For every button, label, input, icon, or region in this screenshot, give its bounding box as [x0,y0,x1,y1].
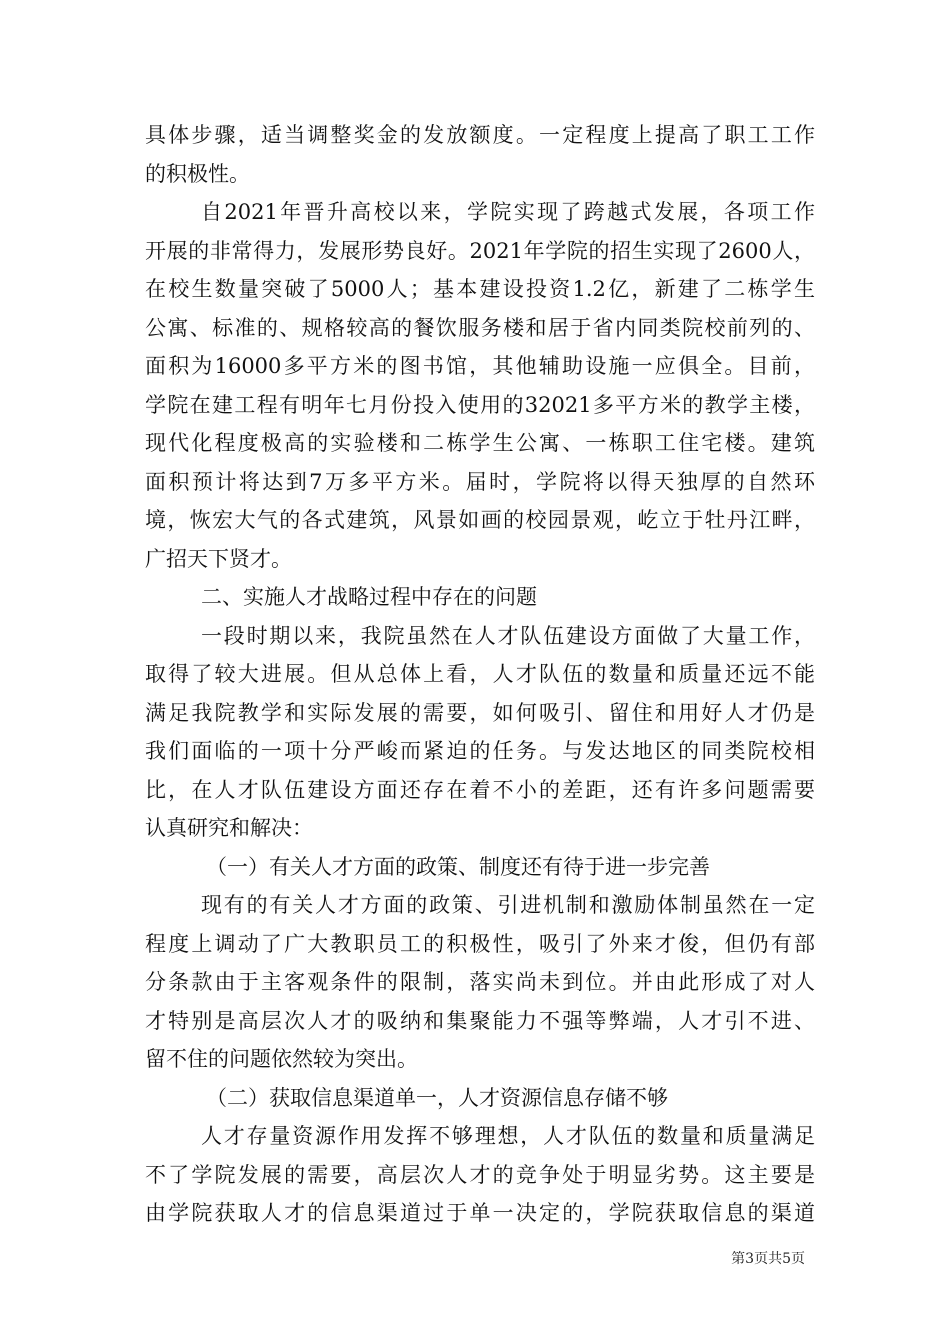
text-line: 境，恢宏大气的各式建筑，风景如画的校园景观，屹立于牡丹江畔， [145,508,815,532]
text-line: 人才存量资源作用发挥不够理想，人才队伍的数量和质量满足 [201,1124,815,1148]
text-line: 学院在建工程有明年七月份投入使用的32021多平方米的教学主楼， [145,392,815,417]
text-line: 留不住的问题依然较为突出。 [145,1047,418,1071]
text-line: 由学院获取人才的信息渠道过于单一决定的，学院获取信息的渠道 [145,1201,815,1225]
page-number: 第3页共5页 [731,1251,805,1267]
text-line: 自2021年晋升高校以来，学院实现了跨越式发展，各项工作 [201,200,815,224]
text-line: 面积预计将达到7万多平方米。届时，学院将以得天独厚的自然环 [145,469,815,494]
text-line: 现代化程度极高的实验楼和二栋学生公寓、一栋职工住宅楼。建筑 [145,431,815,455]
text-line: 认真研究和解决： [145,816,313,840]
text-line: 不了学院发展的需要，高层次人才的竞争处于明显劣势。这主要是 [145,1162,815,1187]
subsection-heading: （二）获取信息渠道单一，人才资源信息存储不够 [206,1085,668,1110]
text-line: 满足我院教学和实际发展的需要，如何吸引、留住和用好人才仍是 [145,700,815,725]
text-line: 的积极性。 [145,161,250,186]
text-line: 公寓、标准的、规格较高的餐饮服务楼和居于省内同类院校前列的、 [145,315,815,340]
section-heading: 二、实施人才战略过程中存在的问题 [201,585,537,609]
text-line: 分条款由于主客观条件的限制，落实尚未到位。并由此形成了对人 [145,970,815,994]
text-line: 我们面临的一项十分严峻而紧迫的任务。与发达地区的同类院校相 [145,739,815,763]
subsection-heading: （一）有关人才方面的政策、制度还有待于进一步完善 [206,854,710,879]
text-line: 面积为16000多平方米的图书馆，其他辅助设施一应俱全。目前， [145,354,815,378]
text-line: 比，在人才队伍建设方面还存在着不小的差距，还有许多问题需要 [145,777,815,802]
text-line: 广招天下贤才。 [145,546,292,571]
text-line: 一段时期以来，我院虽然在人才队伍建设方面做了大量工作， [201,623,815,648]
body-text [145,116,815,1233]
text-line: 在校生数量突破了5000人；基本建设投资1.2亿，新建了二栋学生 [145,277,815,301]
text-line: 现有的有关人才方面的政策、引进机制和激励体制虽然在一定 [201,893,815,917]
text-line: 程度上调动了广大教职员工的积极性，吸引了外来才俊，但仍有部 [145,931,815,956]
text-line: 才特别是高层次人才的吸纳和集聚能力不强等弊端，人才引不进、 [145,1008,815,1033]
text-line: 取得了较大进展。但从总体上看，人才队伍的数量和质量还远不能 [145,662,815,686]
text-line: 开展的非常得力，发展形势良好。2021年学院的招生实现了2600人， [145,238,815,263]
text-line: 具体步骤，适当调整奖金的发放额度。一定程度上提高了职工工作 [145,123,815,147]
